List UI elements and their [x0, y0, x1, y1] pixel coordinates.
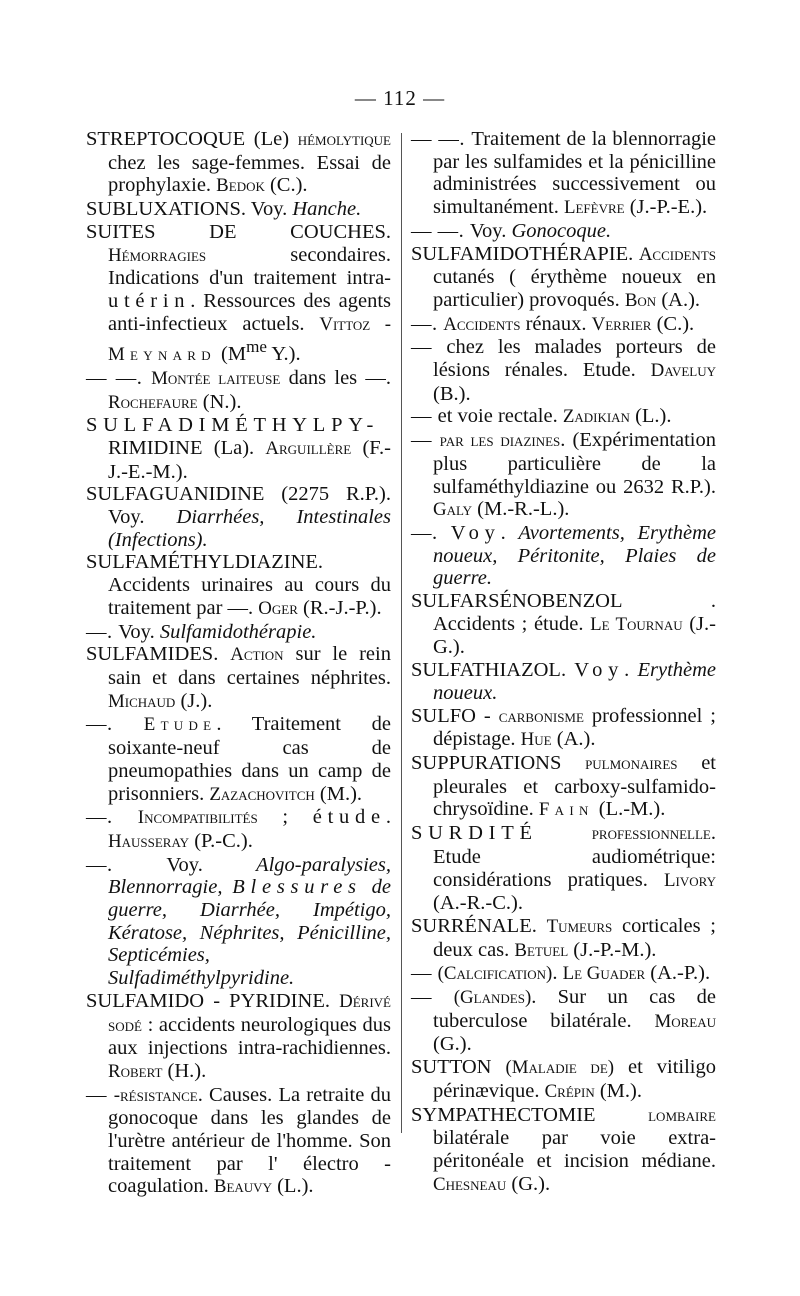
entry-text: et voie rectale. — [437, 405, 563, 428]
index-entry — [411, 336, 716, 405]
entry-text: — — [86, 1083, 114, 1106]
entry-text: Y.). — [266, 343, 301, 366]
entry-text: carbonisme — [498, 705, 584, 727]
entry-text: lombaire — [648, 1104, 716, 1126]
entry-text: (H.). — [162, 1059, 207, 1082]
entry-text: (C.). — [651, 312, 695, 335]
entry-text: (J.). — [175, 689, 213, 712]
entry-text: — — [411, 336, 447, 359]
entry-text: utérin — [108, 289, 191, 312]
entry-text: Daveluy — [650, 360, 716, 382]
entry-text: SURDITÉ — [411, 822, 538, 845]
entry-text: (J.-P.-M.). — [568, 938, 657, 961]
right-column — [411, 128, 716, 1196]
index-entry — [86, 990, 391, 1084]
entry-text: Sulfamidothérapie. — [159, 620, 317, 643]
entry-text: -résistance — [113, 1084, 198, 1106]
entry-text: (L.-M.). — [593, 798, 666, 821]
entry-text: Rochefaure — [108, 391, 198, 413]
entry-text: pulmonaires — [585, 752, 678, 774]
entry-text: SULFAGUANIDINE (2275 R.P.). Voy. — [86, 483, 391, 529]
index-entry — [86, 621, 391, 644]
entry-text: sur le rein sain et dans certaines néphrites. — [108, 643, 391, 689]
entry-text: . Ressources des agents anti-infectieux actuels. — [108, 289, 391, 335]
entry-text: Le Tournau — [590, 613, 683, 635]
entry-text: Etude — [143, 714, 217, 736]
entry-text: . — [385, 806, 391, 829]
entry-text: (A.). — [551, 728, 596, 751]
index-entry — [86, 551, 391, 620]
entry-text: (A.). — [656, 288, 701, 311]
entry-text: (Calcification) — [437, 963, 553, 985]
entry-text: SULFATHIAZOL. — [411, 659, 575, 682]
index-entry — [411, 220, 716, 243]
entry-text: Hanche. — [292, 198, 362, 221]
entry-text: Robert — [108, 1060, 163, 1082]
index-entry — [411, 915, 716, 962]
entry-text: (A.-P.). — [645, 962, 711, 985]
entry-text: Accidents — [443, 313, 521, 335]
entry-text: (L.). — [629, 405, 672, 428]
entry-text: (R.-J.-P.). — [297, 596, 382, 619]
entry-text: Tumeurs — [546, 915, 613, 937]
index-entry — [411, 405, 716, 429]
entry-text: (Maladie de) — [505, 1057, 615, 1079]
entry-text: chez les sage-femmes. Essai de prophylaxie. — [108, 151, 391, 197]
entry-text: Zadikian — [562, 406, 630, 428]
entry-text: Incompatibilités — [137, 807, 258, 829]
entry-text: (C.). — [264, 174, 308, 197]
entry-text: SUTTON — [411, 1056, 506, 1079]
entry-text: Hémorragies — [108, 244, 207, 266]
entry-text: Verrier — [591, 313, 652, 335]
entry-text: Bedok — [216, 175, 265, 197]
entry-text: Accidents — [638, 243, 716, 265]
entry-text: RIMIDINE (La). — [108, 436, 266, 459]
index-entry — [411, 243, 716, 313]
entry-text: (J.-G.). — [433, 612, 716, 659]
entry-text: Fain — [538, 799, 594, 821]
index-entry — [86, 128, 391, 198]
entry-text: (M.). — [594, 1079, 642, 1102]
entry-text: Hue — [520, 729, 552, 751]
entry-text: professionnel ; dépistage. — [433, 704, 716, 751]
entry-text: par les diazines — [439, 430, 561, 452]
index-entry — [86, 643, 391, 713]
index-entry — [86, 1084, 391, 1200]
entry-text: — —. — [411, 219, 470, 242]
entry-text: SUITES DE COUCHES. — [86, 220, 391, 243]
entry-text: chez les malades porteurs de lésions rénales. Etude. — [433, 336, 717, 382]
entry-text: Moreau — [654, 1010, 716, 1032]
index-entry — [411, 705, 716, 752]
entry-text: . Sur un cas de tuberculose bilatérale. — [433, 986, 716, 1032]
entry-text: Bon — [624, 289, 657, 311]
entry-text: Gonocoque. — [511, 219, 612, 242]
entry-text: Voy. — [166, 853, 257, 876]
entry-text: Galy — [433, 499, 473, 521]
entry-text: (J.-P.-E.). — [624, 196, 708, 219]
entry-text: dans les —. — [280, 366, 391, 389]
index-entry — [411, 590, 716, 659]
entry-text: professionnelle — [591, 823, 711, 845]
entry-text: me — [246, 337, 267, 357]
entry-text: (M.-R.-L.). — [472, 498, 570, 521]
entry-text: rénaux. — [520, 312, 592, 335]
entry-text: Hausseray — [108, 830, 190, 852]
entry-text: de guerre, Diarrhée, Impétigo, Kératose, Néphrites, Pénicilline, Septicémies, Sulfadiméthylpyridine. — [108, 876, 391, 990]
index-entry — [411, 1056, 716, 1103]
page-number: — 112 — — [354, 86, 446, 110]
index-entry — [86, 414, 391, 483]
index-entry — [411, 313, 716, 337]
entry-text: Blessures — [232, 876, 362, 899]
index-entry — [411, 128, 716, 220]
entry-text: Meynard — [108, 344, 216, 366]
entry-text: Chesneau — [433, 1173, 507, 1195]
entry-text: (G.). — [506, 1172, 551, 1195]
entry-text: étude — [312, 806, 386, 829]
entry-text: SURRÉNALE. — [411, 914, 547, 937]
left-column — [86, 128, 391, 1199]
entry-text: SULFO - — [411, 704, 499, 727]
entry-text: bilatérale par voie extra-péritonéale et incision médiane. — [433, 1127, 716, 1172]
entry-text: Arguillère — [265, 437, 352, 459]
entry-text: hémolytique — [297, 129, 391, 150]
index-entry — [86, 806, 391, 853]
index-entry — [411, 986, 716, 1056]
entry-text: (F.-J.-E.-M.). — [108, 436, 391, 483]
entry-text: SULFAMIDES. — [86, 643, 231, 666]
entry-text: Montée laiteuse — [151, 367, 281, 389]
entry-text: (G.). — [433, 1033, 472, 1056]
entry-text: —. — [86, 806, 138, 829]
entry-text: SYMPATHECTOMIE — [411, 1103, 649, 1126]
entry-text: Action — [230, 644, 284, 666]
entry-text: (Glandes) — [453, 987, 532, 1009]
index-entry — [411, 962, 716, 986]
entry-text: secondaires. Indications d'un traitement intra- — [108, 243, 391, 290]
entry-text: corticales ; deux cas. — [433, 914, 716, 961]
entry-text: (N.). — [197, 390, 242, 413]
entry-text: SULFAMIDOTHÉRAPIE. — [411, 242, 639, 265]
entry-text: —. — [86, 853, 167, 876]
entry-text: Betuel — [514, 939, 569, 961]
index-entry — [86, 367, 391, 414]
entry-text — [538, 822, 592, 844]
entry-text: Erythème noueux. — [433, 659, 717, 704]
entry-text: (L.). — [271, 1175, 314, 1198]
entry-text: SULFAMIDO - PYRIDINE. — [86, 989, 340, 1012]
entry-text: . — [552, 962, 563, 985]
entry-text: et pleurales et carboxy-sulfamido-chrysoïdine. — [433, 751, 716, 821]
entry-text: SUBLUXATIONS. Voy. — [86, 198, 293, 221]
index-entry — [86, 483, 391, 551]
entry-text: SULFARSÉNOBENZOL . Accidents ; étude. — [411, 590, 716, 635]
entry-text: Le Guader — [562, 963, 646, 985]
entry-text: Diarrhées, Intestinales (Infections). — [108, 506, 391, 551]
index-entry — [86, 198, 391, 221]
entry-text: Algo-paralysies, Blennorragie, — [108, 853, 391, 899]
entry-text: (M — [215, 343, 247, 366]
entry-text: : accidents neurologiques dus aux injections intra-rachidiennes. — [108, 1013, 391, 1060]
entry-text: —. — [86, 620, 119, 643]
index-entry — [411, 659, 716, 704]
entry-text: Beauvy — [213, 1176, 272, 1198]
entry-text: Lefèvre — [563, 197, 625, 219]
entry-text: (A.-R.-C.). — [433, 892, 523, 915]
entry-text: . Etude audiométrique: considérations pratiques. — [433, 822, 716, 891]
entry-text: — —. — [86, 366, 152, 389]
entry-text: Zazachovitch — [209, 783, 315, 805]
index-entry — [411, 822, 716, 915]
entry-text: ; — [257, 806, 313, 829]
index-entry — [411, 429, 716, 522]
index-entry — [86, 854, 391, 990]
entry-text: . (Expérimentation plus particulière de la sulfaméthyldiazine ou 2632 R.P.). — [433, 429, 717, 498]
entry-text: . Traitement de soixante-neuf cas de pneumopathies dans un camp de prisonniers. — [108, 713, 391, 805]
entry-text: Michaud — [108, 690, 176, 712]
column-divider — [401, 133, 402, 1133]
entry-text: (M.). — [314, 782, 363, 805]
entry-text: — — [411, 429, 440, 452]
entry-text: . Causes. La retraite du gonocoque dans les glandes de l'urètre antérieur de l'homme. Son traitement par l' électro - coagulation. — [108, 1083, 392, 1198]
entry-text: Voy — [450, 521, 501, 544]
entry-text: Avortements, Erythème noueux, Péritonite, Plaies de guerre. — [433, 521, 717, 590]
entry-text: Traitement de la blennorragie par les sulfamides et la pénicilline administrées successivement ou simultanément. — [433, 128, 717, 219]
entry-text: Crépin — [544, 1080, 595, 1102]
index-entry — [411, 522, 716, 590]
entry-text: Dérivé sodé — [108, 990, 391, 1036]
entry-text: SUPPURATIONS — [411, 751, 586, 774]
entry-text: Oger — [258, 597, 298, 619]
entry-text: SULFAMÉTHYLDIAZINE. Accidents urinaires au cours du traitement par —. — [86, 551, 391, 619]
entry-text: —. — [86, 713, 144, 736]
entry-text: — — [411, 986, 454, 1009]
entry-text: STREPTOCOQUE (Le) — [86, 128, 298, 150]
entry-text: (P.-C.). — [189, 829, 253, 852]
entry-text: et vitiligo périnævique. — [433, 1056, 716, 1102]
entry-text: . — [624, 659, 638, 682]
entry-text: Voy. — [118, 620, 160, 643]
entry-text: Livory — [664, 869, 716, 891]
entry-text: Voy. — [469, 219, 512, 242]
entry-text: — — [411, 962, 438, 985]
index-entry — [86, 713, 391, 806]
entry-text: —. — [411, 521, 451, 544]
index-entry — [411, 1104, 716, 1197]
entry-text: (B.). — [433, 382, 471, 405]
index-entry — [86, 221, 391, 367]
entry-text: . — [500, 521, 519, 544]
entry-text: Vittoz - — [319, 313, 391, 335]
entry-text: Voy — [574, 659, 625, 682]
entry-text: —. — [411, 312, 444, 335]
entry-text: cutanés ( érythème noueux en particulier) provoqués. — [433, 266, 716, 311]
entry-text: SULFADIMÉTHYLPY- — [86, 414, 380, 437]
index-entry — [411, 752, 716, 822]
entry-text: — —. — [411, 128, 472, 150]
entry-text: — — [411, 405, 438, 428]
